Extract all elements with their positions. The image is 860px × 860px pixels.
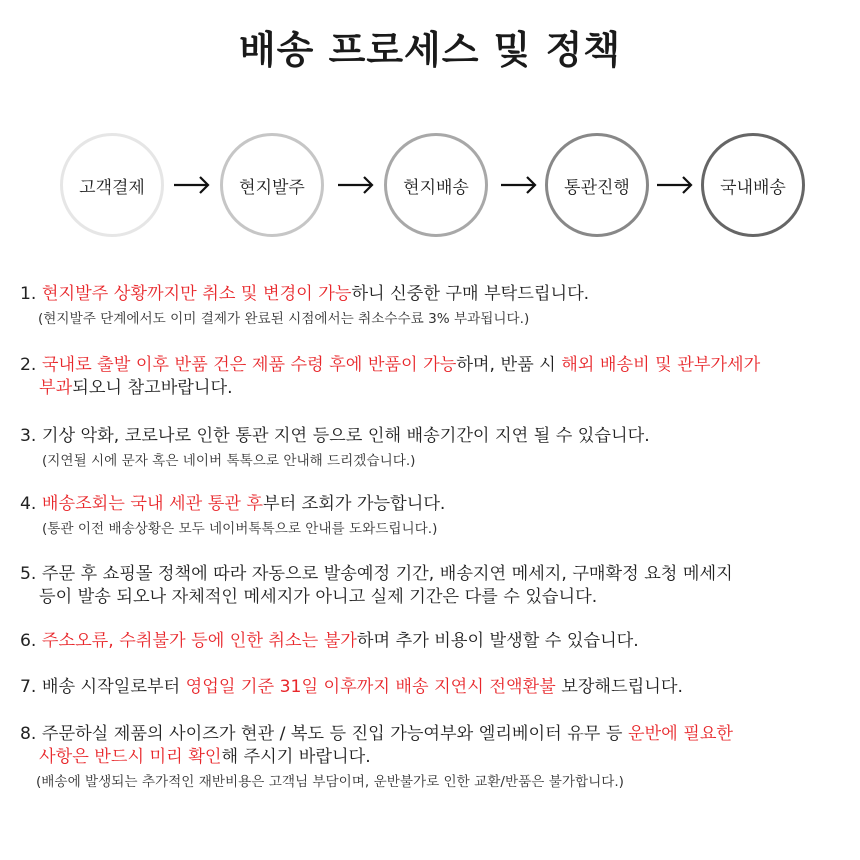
item-number: 8. xyxy=(20,724,37,744)
highlight-text: 영업일 기준 31일 이후까지 배송 지연시 전액환불 xyxy=(185,677,556,697)
step-customs-clearance: 통관진행 xyxy=(545,133,649,237)
policy-item-1 xyxy=(20,283,850,328)
arrow-right-icon xyxy=(500,173,538,197)
policy-item-5 xyxy=(20,563,850,609)
highlight-text: 부과 xyxy=(39,378,73,398)
body-text: 주문하실 제품의 사이즈가 현관 / 복도 등 진입 가능여부와 엘리베이터 유무 등 xyxy=(41,724,628,744)
highlight-text: 국내로 출발 이후 반품 건은 제품 수령 후에 반품이 가능 xyxy=(41,355,457,375)
body-text: 등이 발송 되오나 자체적인 메세지가 아니고 실제 기간은 다를 수 있습니다. xyxy=(39,587,598,607)
item-number: 1. xyxy=(20,284,37,304)
body-text: 해 주시기 바랍니다. xyxy=(221,747,371,767)
body-text: 배송 시작일로부터 xyxy=(41,677,186,697)
arrow-right-icon xyxy=(656,173,694,197)
item-number: 6. xyxy=(20,631,37,651)
policy-note: (통관 이전 배송상황은 모두 네이버톡톡으로 안내를 도와드립니다.) xyxy=(42,521,438,537)
highlight-text: 배송조회는 국내 세관 통관 후 xyxy=(41,494,263,514)
body-text: 하며, 반품 시 xyxy=(456,355,562,375)
highlight-text: 주소오류, 수취불가 등에 인한 취소는 불가 xyxy=(41,631,357,651)
highlight-text: 운반에 필요한 xyxy=(627,724,734,744)
policy-note: (지연될 시에 문자 혹은 네이버 톡톡으로 안내해 드리겠습니다.) xyxy=(42,453,416,469)
step-local-order: 현지발주 xyxy=(220,133,324,237)
body-text: 보장해드립니다. xyxy=(555,677,683,697)
body-text: 부터 조회가 가능합니다. xyxy=(262,494,446,514)
step-domestic-shipping: 국내배송 xyxy=(701,133,805,237)
item-number: 4. xyxy=(20,494,37,514)
step-local-shipping: 현지배송 xyxy=(384,133,488,237)
policy-item-2 xyxy=(20,354,850,400)
body-text: 기상 악화, 코로나로 인한 통관 지연 등으로 인해 배송기간이 지연 될 수 있습니다. xyxy=(41,426,650,446)
item-number: 7. xyxy=(20,677,37,697)
policy-item-8 xyxy=(20,723,850,791)
item-number: 5. xyxy=(20,564,37,584)
highlight-text: 사항은 반드시 미리 확인 xyxy=(39,747,222,767)
policy-note: (배송에 발생되는 추가적인 재반비용은 고객님 부담이며, 운반불가로 인한 교환/반품은 불가합니다.) xyxy=(36,774,624,790)
body-text: 주문 후 쇼핑몰 정책에 따라 자동으로 발송예정 기간, 배송지연 메세지, 구매확정 요청 메세지 xyxy=(41,564,733,584)
policy-item-6 xyxy=(20,630,850,653)
step-customer-payment: 고객결제 xyxy=(60,133,164,237)
body-text: 하니 신중한 구매 부탁드립니다. xyxy=(351,284,590,304)
body-text: 하며 추가 비용이 발생할 수 있습니다. xyxy=(356,631,639,651)
policy-item-3 xyxy=(20,425,850,470)
page-title: 배송 프로세스 및 정책 xyxy=(238,28,622,72)
body-text: 되오니 참고바랍니다. xyxy=(72,378,233,398)
policy-note: (현지발주 단계에서도 이미 결제가 완료된 시점에서는 취소수수료 3% 부과됩니다.) xyxy=(38,311,530,327)
policy-item-7 xyxy=(20,676,850,699)
item-number: 2. xyxy=(20,355,37,375)
arrow-right-icon xyxy=(337,173,375,197)
policy-item-4 xyxy=(20,493,850,538)
highlight-text: 해외 배송비 및 관부가세가 xyxy=(561,355,761,375)
highlight-text: 현지발주 상황까지만 취소 및 변경이 가능 xyxy=(41,284,352,304)
item-number: 3. xyxy=(20,426,37,446)
arrow-right-icon xyxy=(173,173,211,197)
